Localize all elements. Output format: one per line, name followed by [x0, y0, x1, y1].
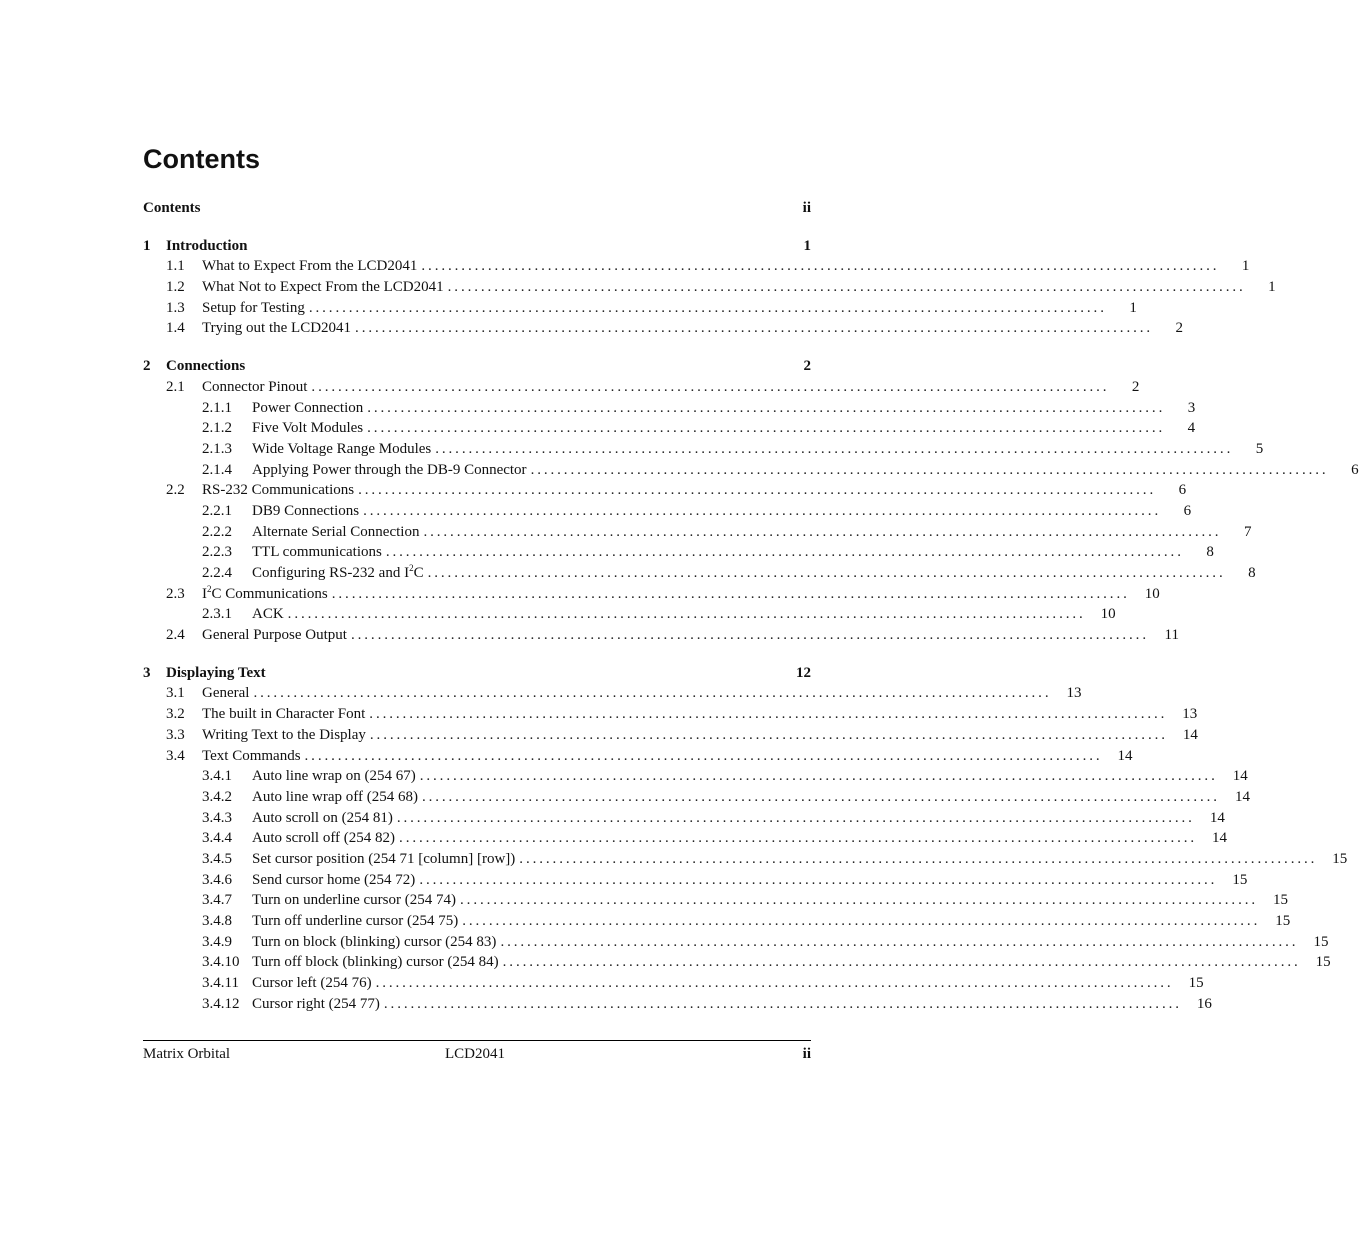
toc-entry-title-text: Configuring RS-232 and I [252, 565, 410, 581]
toc-entry-title [252, 994, 384, 1015]
toc-entry-title [202, 318, 355, 339]
toc-entry-number: 2.1 [166, 378, 185, 395]
toc-entry-title-suffix: C [413, 565, 424, 581]
toc-entry-title-text: Turn off block (blinking) cursor (254 84) [252, 954, 499, 971]
toc-page-number: 2 [803, 358, 811, 375]
toc-entry-title [202, 298, 309, 319]
toc-entry-title-text: Set cursor position (254 71 [column] [row]) [252, 850, 516, 867]
toc-dot-leader: ........................................................................................................................ [396, 809, 1195, 826]
toc-entry-title-text: Cursor right (254 77) [252, 995, 380, 1012]
footer-page-number: ii [802, 1046, 811, 1062]
toc-page-number: ii [802, 200, 811, 216]
toc-section-entry[interactable] [143, 418, 1196, 439]
toc-dot-leader: ........................................................................................................................ [367, 399, 1166, 416]
toc-entry-title-text: Connector Pinout [202, 378, 308, 395]
toc-entry-title [252, 849, 519, 870]
toc-dot-leader: ........................................................................................................................ [350, 627, 1149, 644]
toc-entry-title-text: General [202, 685, 250, 702]
toc-entry-title [166, 356, 249, 377]
toc-section-entry[interactable] [143, 890, 1289, 911]
toc-entry-number: 1.1 [166, 258, 185, 275]
toc-section-entry[interactable] [143, 277, 1276, 298]
toc-section-entry[interactable] [143, 683, 1082, 704]
toc-entry-title-text: Auto line wrap on (254 67) [252, 768, 416, 785]
toc-dot-leader: ........................................................................................................................ [419, 768, 1218, 785]
toc-dot-leader: ........................................................................................................................ [355, 320, 1154, 337]
toc-entry-title [252, 828, 399, 849]
toc-page-number: 14 [1209, 809, 1225, 826]
page-footer [143, 1040, 811, 1069]
toc-entry-title-text: Text Commands [202, 747, 301, 764]
toc-dot-leader: ........................................................................................................................ [435, 440, 1234, 457]
toc-section-entry[interactable] [143, 932, 1329, 953]
toc-page-number: 1 [1241, 258, 1250, 275]
toc-dot-leader: ........................................................................................................................ [399, 830, 1198, 847]
toc-entry-title [252, 890, 460, 911]
toc-section-entry[interactable] [143, 501, 1192, 522]
toc-dot-leader: ........................................................................................................................ [308, 299, 1107, 316]
toc-dot-leader: ........................................................................................................................ [447, 279, 1246, 296]
toc-entry-title-text: The built in Character Font [202, 706, 366, 723]
toc-entry-title [252, 952, 503, 973]
toc-dot-leader: ........................................................................................................................ [304, 747, 1103, 764]
toc-entry-title-text: Send cursor home (254 72) [252, 871, 416, 888]
toc-dot-leader: ........................................................................................................................ [358, 482, 1157, 499]
toc-page-number: 6 [1178, 482, 1187, 499]
toc-page-number: 7 [1243, 523, 1252, 540]
toc-dot-leader: ........................................................................................................................ [427, 565, 1226, 581]
toc-entry-title-text: Wide Voltage Range Modules [252, 440, 432, 457]
toc-page-number: 15 [1315, 954, 1331, 971]
toc-entry-number: 3 [143, 664, 151, 681]
toc-entry-title [202, 377, 311, 398]
toc-entry-number: 2.3 [166, 585, 185, 602]
toc-section-entry[interactable] [143, 522, 1252, 543]
toc-entry-title [166, 663, 270, 684]
toc-entry-title-text: Auto scroll off (254 82) [252, 830, 396, 847]
toc-entry-number: 1 [143, 237, 151, 254]
toc-dot-leader: ........................................................................................................................ [460, 892, 1259, 909]
toc-entry-title [202, 277, 448, 298]
toc-section-entry[interactable] [143, 828, 1228, 849]
toc-entry-title-text: Setup for Testing [202, 299, 305, 316]
toc-entry-number: 3.4.1 [202, 768, 232, 785]
toc-entry-number: 3.2 [166, 706, 185, 723]
toc-entry-number: 3.4 [166, 747, 185, 764]
toc-entry-number: 3.4.8 [202, 913, 232, 929]
toc-entry-number: 2 [143, 358, 151, 375]
toc-entry-number: 3.4.5 [202, 850, 232, 867]
toc-entry-title-text: Writing Text to the Display [202, 726, 366, 743]
toc-dot-leader: ........................................................................................................................ [369, 706, 1168, 723]
toc-section-entry[interactable] [143, 787, 1250, 808]
toc-chapter-entry[interactable] [143, 236, 811, 257]
toc-page-number: 1 [803, 237, 811, 254]
toc-page-number: 4 [1187, 420, 1196, 437]
toc-page-number: 15 [1275, 913, 1291, 929]
toc-entry-title-text: TTL communications [252, 544, 382, 561]
toc-dot-leader: ........................................................................................................................ [502, 954, 1301, 971]
toc-page-number: 10 [1144, 585, 1160, 602]
toc-page-number: 10 [1100, 606, 1116, 623]
toc-section-entry[interactable] [143, 377, 1140, 398]
toc-entry-title-text: Connections [166, 358, 246, 375]
toc-entry-title [202, 480, 358, 501]
toc-dot-leader: ........................................................................................................................ [383, 995, 1182, 1012]
toc-entry-title-text: Displaying Text [166, 664, 266, 681]
toc-dot-leader: ........................................................................................................................ [367, 420, 1166, 437]
toc-entry-title-text: Five Volt Modules [252, 420, 364, 437]
toc-entry-title-text: Power Connection [252, 399, 364, 416]
toc-entry-number: 3.4.12 [202, 995, 240, 1012]
toc-entry-title-text: Turn on block (blinking) cursor (254 83) [252, 933, 497, 950]
toc-section-entry[interactable] [143, 583, 1160, 605]
toc-entry-title [252, 398, 367, 419]
toc-section-entry[interactable] [143, 973, 1204, 994]
toc-entry-number: 1.2 [166, 279, 185, 296]
toc-section-entry[interactable] [143, 298, 1137, 319]
toc-section-entry[interactable] [143, 398, 1196, 419]
toc-entry-title [252, 542, 386, 563]
toc-entry-title [202, 625, 351, 646]
footer-product: LCD2041 [445, 1046, 505, 1062]
toc-entry-number: 2.4 [166, 627, 185, 644]
toc-entry-title-suffix: C Communications [211, 585, 328, 602]
toc-page-number: 2 [1131, 378, 1140, 395]
toc-section-entry[interactable] [143, 439, 1264, 460]
toc-entry-title [202, 584, 332, 605]
toc-entry-number: 2.1.2 [202, 420, 232, 437]
toc-dot-leader: ........................................................................................................................ [423, 523, 1222, 540]
toc-page-number: 1 [1129, 299, 1137, 316]
toc-entry-title [252, 439, 435, 460]
toc-entry-superscript: 2 [409, 563, 414, 573]
toc-dot-leader: ........................................................................................................................ [421, 258, 1220, 275]
toc-page-number: 14 [1182, 726, 1198, 743]
toc-page-number: 6 [1351, 461, 1359, 478]
toc-entry-title-text: Alternate Serial Connection [252, 523, 420, 540]
toc-entry-number: 3.1 [166, 685, 185, 702]
toc-entry-title-text: Cursor left (254 76) [252, 975, 372, 992]
toc-page-number: 15 [1232, 871, 1248, 888]
toc-page-number: 11 [1164, 627, 1179, 644]
toc-entry-title [252, 787, 422, 808]
toc-dot-leader: ........................................................................................................................ [363, 502, 1162, 519]
toc-entry-number: 2.3.1 [202, 606, 232, 623]
toc-entry-number: 3.4.4 [202, 830, 232, 847]
toc-dot-leader: ........................................................................................................................ [331, 585, 1130, 602]
toc-page-number: 15 [1188, 975, 1204, 992]
toc-page-number: 8 [1206, 544, 1214, 561]
toc-entry-title-text: Introduction [166, 237, 248, 254]
toc-page-number: 15 [1313, 933, 1329, 950]
toc-entry-number: 2.1.4 [202, 461, 232, 478]
toc-entry-superscript: 2 [207, 583, 212, 594]
toc-entry-number: 2.2.4 [202, 565, 232, 581]
toc-section-entry[interactable] [143, 604, 1116, 625]
toc-entry-title-text: Trying out the LCD2041 [202, 320, 352, 337]
toc-dot-leader: ........................................................................................................................ [421, 788, 1220, 805]
toc-entry-number: 2.2.1 [202, 502, 232, 519]
toc-entry-title [252, 932, 500, 953]
toc-page-number: 14 [1212, 830, 1228, 847]
toc-dot-leader: ........................................................................................................................ [419, 871, 1218, 888]
toc-chapter-entry[interactable] [143, 663, 811, 684]
toc-dot-leader: ........................................................................................................................ [500, 933, 1299, 950]
toc-entry-title [143, 198, 205, 219]
toc-dot-leader: ........................................................................................................................ [462, 913, 1261, 929]
toc-entry-title-text: ACK [252, 606, 284, 623]
toc-dot-leader: ........................................................................................................................ [519, 850, 1318, 867]
toc-section-entry[interactable] [143, 704, 1198, 725]
toc-entry-title-text: Turn on underline cursor (254 74) [252, 892, 457, 909]
toc-entry-number: 3.4.10 [202, 954, 240, 971]
toc-section-entry[interactable] [143, 460, 1359, 481]
toc-entry-number: 1.4 [166, 320, 185, 337]
toc-entry-title [252, 808, 397, 829]
toc-entry-title [202, 704, 369, 725]
toc-entry-title-text: RS-232 Communications [202, 482, 355, 499]
toc-entry-title-text: General Purpose Output [202, 627, 347, 644]
toc-entry-number: 3.4.9 [202, 933, 232, 950]
toc-entry-title [252, 870, 419, 891]
toc-entry-title [202, 683, 253, 704]
toc-page-number: 12 [796, 664, 811, 681]
toc-entry-number: 3.4.11 [202, 975, 239, 992]
toc-page-number: 5 [1255, 440, 1264, 457]
toc-entry-title [202, 746, 305, 767]
toc-entry-number: 2.2.2 [202, 523, 232, 540]
toc-entry-title [252, 911, 462, 932]
toc-dot-leader: ........................................................................................................................ [375, 975, 1174, 992]
toc-section-entry[interactable] [143, 256, 1250, 277]
toc-entry-number: 3.3 [166, 726, 185, 743]
toc-page-number: 1 [1268, 279, 1276, 296]
toc-entry-title-text: DB9 Connections [252, 502, 360, 519]
toc-section-entry[interactable] [143, 480, 1187, 501]
toc-dot-leader: ........................................................................................................................ [287, 606, 1086, 623]
toc-entry-title-text: Contents [143, 200, 201, 216]
toc-entry-title [252, 522, 423, 543]
toc-entry-number: 2.1.1 [202, 399, 232, 416]
page-title: Contents [143, 144, 260, 174]
footer-publisher: Matrix Orbital [143, 1046, 231, 1062]
toc-section-entry[interactable] [143, 625, 1179, 646]
toc-page-number: 15 [1332, 850, 1348, 867]
toc-section-entry[interactable] [143, 870, 1248, 891]
toc-entry-number: 2.2 [166, 482, 185, 499]
toc-dot-leader: ........................................................................................................................ [311, 378, 1110, 395]
toc-entry-number: 2.2.3 [202, 544, 232, 561]
toc-entry-title [252, 766, 420, 787]
toc-entry-title [202, 256, 421, 277]
toc-entry-title-text: Auto scroll on (254 81) [252, 809, 393, 826]
toc-entry-title [166, 236, 251, 257]
toc-page-number: 6 [1183, 502, 1192, 519]
toc-entry-title [252, 604, 288, 625]
toc-entry-title [252, 973, 376, 994]
toc-dot-leader: ........................................................................................................................ [530, 461, 1329, 478]
toc-section-entry[interactable] [143, 849, 1348, 870]
toc-section-entry[interactable] [143, 563, 1256, 584]
toc-section-entry[interactable] [143, 911, 1291, 932]
toc-dot-leader: ........................................................................................................................ [385, 544, 1184, 561]
toc-entry-title-text: What to Expect From the LCD2041 [202, 258, 418, 275]
toc-section-entry[interactable] [143, 994, 1212, 1015]
toc-chapter-entry[interactable] [143, 356, 811, 377]
toc-entry-title [252, 460, 531, 481]
toc-entry-number: 3.4.6 [202, 871, 232, 888]
toc-dot-leader: ........................................................................................................................ [369, 726, 1168, 743]
toc-entry-title [252, 418, 367, 439]
toc-page-number: 2 [1175, 320, 1184, 337]
toc-page-number: 14 [1117, 747, 1133, 764]
toc-dot-leader: ........................................................................................................................ [253, 685, 1052, 702]
toc-entry-title [252, 501, 363, 522]
toc-entry-number: 3.4.7 [202, 892, 232, 909]
toc-page-number: 15 [1273, 892, 1289, 909]
toc-section-entry[interactable] [143, 746, 1133, 767]
toc-page-number: 14 [1234, 788, 1250, 805]
toc-page-number: 13 [1066, 685, 1082, 702]
toc-page-number: 14 [1232, 768, 1248, 785]
toc-entry-title [252, 563, 428, 584]
toc-page-number: 3 [1187, 399, 1196, 416]
toc-entry-number: 3.4.2 [202, 788, 232, 805]
toc-section-entry[interactable] [143, 542, 1214, 563]
toc-entry-title-text: I [202, 585, 207, 602]
toc-section-entry[interactable] [143, 952, 1331, 973]
toc-entry-title [202, 725, 370, 746]
toc-entry-number: 3.4.3 [202, 809, 232, 826]
toc-entry-title-text: Turn off underline cursor (254 75) [252, 913, 459, 929]
toc-entry-number: 1.3 [166, 299, 185, 316]
toc-entry-number: 2.1.3 [202, 440, 232, 457]
table-of-contents [143, 198, 1359, 1014]
toc-entry-title-text: What Not to Expect From the LCD2041 [202, 279, 444, 296]
toc-section-entry[interactable] [143, 808, 1225, 829]
toc-page-number: 16 [1196, 995, 1212, 1012]
toc-section-entry[interactable] [143, 318, 1184, 339]
toc-entry-title-text: Auto line wrap off (254 68) [252, 788, 418, 805]
toc-page-number: 13 [1182, 706, 1198, 723]
toc-entry-title-text: Applying Power through the DB-9 Connector [252, 461, 527, 478]
toc-chapter-entry[interactable] [143, 198, 811, 219]
toc-section-entry[interactable] [143, 725, 1198, 746]
toc-section-entry[interactable] [143, 766, 1248, 787]
toc-page-number: 8 [1248, 565, 1256, 581]
